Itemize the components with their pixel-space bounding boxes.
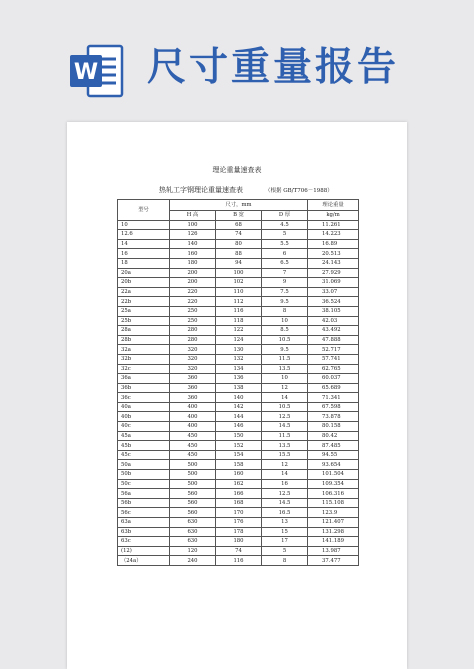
cell-weight: 123.9 xyxy=(308,508,359,518)
cell-weight: 24.143 xyxy=(308,258,359,268)
cell-model: 22a xyxy=(118,287,170,297)
cell-model: 12.6 xyxy=(118,230,170,240)
cell-width: 116 xyxy=(216,556,262,566)
cell-model: 56c xyxy=(118,508,170,518)
cell-thickness: 8 xyxy=(262,556,308,566)
cell-thickness: 11.5 xyxy=(262,354,308,364)
cell-height: 250 xyxy=(170,316,216,326)
word-icon-letter: W xyxy=(73,60,99,85)
cell-thickness: 14.5 xyxy=(262,498,308,508)
cell-height: 320 xyxy=(170,345,216,355)
cell-width: 140 xyxy=(216,393,262,403)
cell-thickness: 10.5 xyxy=(262,402,308,412)
header-weight: 理论重量 xyxy=(308,200,359,211)
cell-height: 630 xyxy=(170,527,216,537)
cell-height: 400 xyxy=(170,412,216,422)
table-row xyxy=(118,518,359,528)
cell-model: 18 xyxy=(118,258,170,268)
cell-model: 10 xyxy=(118,220,170,230)
cell-weight: 131.298 xyxy=(308,527,359,537)
table-row xyxy=(118,249,359,259)
table-row xyxy=(118,230,359,240)
cell-weight: 65.689 xyxy=(308,383,359,393)
cell-weight: 42.03 xyxy=(308,316,359,326)
cell-weight: 43.492 xyxy=(308,326,359,336)
cell-height: 630 xyxy=(170,537,216,547)
cell-model: 45b xyxy=(118,441,170,451)
cell-width: 146 xyxy=(216,422,262,432)
cell-width: 122 xyxy=(216,326,262,336)
cell-width: 170 xyxy=(216,508,262,518)
header-height: H 高 xyxy=(170,211,216,221)
weight-table xyxy=(117,199,359,566)
cell-weight: 11.261 xyxy=(308,220,359,230)
table-row xyxy=(118,412,359,422)
cell-height: 240 xyxy=(170,556,216,566)
cell-width: 180 xyxy=(216,537,262,547)
cell-model: 56a xyxy=(118,489,170,499)
cell-height: 400 xyxy=(170,422,216,432)
cell-model: 56b xyxy=(118,498,170,508)
document-page xyxy=(67,122,407,669)
cell-width: 102 xyxy=(216,278,262,288)
banner xyxy=(0,0,474,110)
cell-width: 68 xyxy=(216,220,262,230)
table-row xyxy=(118,498,359,508)
cell-width: 80 xyxy=(216,239,262,249)
cell-weight: 87.485 xyxy=(308,441,359,451)
cell-model: 20a xyxy=(118,268,170,278)
cell-weight: 121.407 xyxy=(308,518,359,528)
cell-model: 40c xyxy=(118,422,170,432)
cell-model: 50b xyxy=(118,470,170,480)
cell-thickness: 13.5 xyxy=(262,364,308,374)
cell-width: 162 xyxy=(216,479,262,489)
table-row xyxy=(118,556,359,566)
cell-width: 158 xyxy=(216,460,262,470)
cell-weight: 27.929 xyxy=(308,268,359,278)
cell-model: 20b xyxy=(118,278,170,288)
table-row xyxy=(118,527,359,537)
cell-width: 176 xyxy=(216,518,262,528)
cell-thickness: 8 xyxy=(262,306,308,316)
cell-height: 400 xyxy=(170,402,216,412)
cell-model: 36c xyxy=(118,393,170,403)
cell-weight: 62.765 xyxy=(308,364,359,374)
table-row xyxy=(118,441,359,451)
cell-thickness: 4.5 xyxy=(262,220,308,230)
cell-thickness: 10 xyxy=(262,316,308,326)
cell-model: 40b xyxy=(118,412,170,422)
cell-height: 630 xyxy=(170,518,216,528)
cell-model: 25b xyxy=(118,316,170,326)
cell-thickness: 15 xyxy=(262,527,308,537)
cell-height: 140 xyxy=(170,239,216,249)
cell-thickness: 12.5 xyxy=(262,412,308,422)
cell-thickness: 13.5 xyxy=(262,441,308,451)
cell-height: 250 xyxy=(170,306,216,316)
cell-thickness: 8.5 xyxy=(262,326,308,336)
cell-thickness: 12 xyxy=(262,383,308,393)
cell-height: 450 xyxy=(170,441,216,451)
table-row xyxy=(118,450,359,460)
cell-width: 166 xyxy=(216,489,262,499)
table-row xyxy=(118,268,359,278)
table-row xyxy=(118,537,359,547)
header-thickness: D 厚 xyxy=(262,211,308,221)
cell-model: 32b xyxy=(118,354,170,364)
cell-width: 150 xyxy=(216,431,262,441)
cell-model: 16 xyxy=(118,249,170,259)
cell-thickness: 14.5 xyxy=(262,422,308,432)
table-row xyxy=(118,546,359,556)
cell-height: 450 xyxy=(170,450,216,460)
table-row xyxy=(118,489,359,499)
cell-weight: 20.513 xyxy=(308,249,359,259)
header-width: B 宽 xyxy=(216,211,262,221)
cell-height: 220 xyxy=(170,297,216,307)
cell-height: 180 xyxy=(170,258,216,268)
cell-model: 32a xyxy=(118,345,170,355)
table-row xyxy=(118,393,359,403)
cell-height: 200 xyxy=(170,278,216,288)
cell-thickness: 9.5 xyxy=(262,297,308,307)
cell-width: 94 xyxy=(216,258,262,268)
header-dimensions: 尺寸，mm xyxy=(170,200,308,211)
cell-thickness: 5.5 xyxy=(262,239,308,249)
cell-width: 74 xyxy=(216,546,262,556)
cell-weight: 73.878 xyxy=(308,412,359,422)
table-row xyxy=(118,364,359,374)
banner-title: 尺寸重量报告 xyxy=(147,45,400,90)
cell-thickness: 16 xyxy=(262,479,308,489)
cell-weight: 71.341 xyxy=(308,393,359,403)
cell-thickness: 17 xyxy=(262,537,308,547)
cell-model: 63b xyxy=(118,527,170,537)
cell-thickness: 12 xyxy=(262,460,308,470)
cell-height: 500 xyxy=(170,479,216,489)
cell-height: 280 xyxy=(170,335,216,345)
cell-height: 200 xyxy=(170,268,216,278)
cell-thickness: 7 xyxy=(262,268,308,278)
cell-weight: 14.223 xyxy=(308,230,359,240)
cell-thickness: 9 xyxy=(262,278,308,288)
cell-width: 134 xyxy=(216,364,262,374)
cell-width: 152 xyxy=(216,441,262,451)
cell-thickness: 16.5 xyxy=(262,508,308,518)
table-row xyxy=(118,422,359,432)
cell-height: 360 xyxy=(170,393,216,403)
cell-height: 360 xyxy=(170,374,216,384)
cell-width: 116 xyxy=(216,306,262,316)
table-row xyxy=(118,345,359,355)
table-row xyxy=(118,374,359,384)
cell-thickness: 12.5 xyxy=(262,489,308,499)
table-row xyxy=(118,306,359,316)
table-row xyxy=(118,402,359,412)
table-title: 热轧工字钢理论重量速查表 xyxy=(159,186,243,194)
cell-width: 132 xyxy=(216,354,262,364)
table-row xyxy=(118,470,359,480)
cell-height: 320 xyxy=(170,354,216,364)
table-row xyxy=(118,326,359,336)
cell-thickness: 7.5 xyxy=(262,287,308,297)
cell-height: 220 xyxy=(170,287,216,297)
cell-height: 450 xyxy=(170,431,216,441)
cell-thickness: 13 xyxy=(262,518,308,528)
cell-height: 560 xyxy=(170,498,216,508)
cell-weight: 93.654 xyxy=(308,460,359,470)
cell-weight: 33.07 xyxy=(308,287,359,297)
table-row xyxy=(118,258,359,268)
cell-weight: 16.89 xyxy=(308,239,359,249)
cell-width: 112 xyxy=(216,297,262,307)
cell-model: 36a xyxy=(118,374,170,384)
cell-width: 144 xyxy=(216,412,262,422)
cell-weight: 94.55 xyxy=(308,450,359,460)
cell-model: 45a xyxy=(118,431,170,441)
cell-model: 50a xyxy=(118,460,170,470)
cell-thickness: 9.5 xyxy=(262,345,308,355)
header-weight-unit: kg/m xyxy=(308,211,359,221)
cell-model: 36b xyxy=(118,383,170,393)
table-row xyxy=(118,383,359,393)
cell-weight: 36.524 xyxy=(308,297,359,307)
cell-width: 138 xyxy=(216,383,262,393)
cell-weight: 31.069 xyxy=(308,278,359,288)
table-row xyxy=(118,335,359,345)
table-row xyxy=(118,316,359,326)
cell-weight: 38.105 xyxy=(308,306,359,316)
table-row xyxy=(118,239,359,249)
cell-width: 154 xyxy=(216,450,262,460)
table-body xyxy=(118,220,359,565)
cell-width: 142 xyxy=(216,402,262,412)
cell-height: 126 xyxy=(170,230,216,240)
cell-weight: 141.189 xyxy=(308,537,359,547)
cell-width: 100 xyxy=(216,268,262,278)
table-row xyxy=(118,508,359,518)
cell-height: 560 xyxy=(170,508,216,518)
cell-weight: 106.316 xyxy=(308,489,359,499)
cell-height: 120 xyxy=(170,546,216,556)
cell-width: 168 xyxy=(216,498,262,508)
cell-model: 14 xyxy=(118,239,170,249)
cell-model: 50c xyxy=(118,479,170,489)
cell-model: (12) xyxy=(118,546,170,556)
cell-thickness: 6.5 xyxy=(262,258,308,268)
cell-height: 100 xyxy=(170,220,216,230)
cell-model: 28b xyxy=(118,335,170,345)
cell-width: 160 xyxy=(216,470,262,480)
standard-reference: （根据 GB/T706－1988） xyxy=(265,188,333,194)
cell-width: 110 xyxy=(216,287,262,297)
document-title: 理论重量速查表 xyxy=(212,166,262,174)
cell-thickness: 11.5 xyxy=(262,431,308,441)
cell-thickness: 10.5 xyxy=(262,335,308,345)
cell-thickness: 5 xyxy=(262,230,308,240)
cell-height: 280 xyxy=(170,326,216,336)
cell-model: 32c xyxy=(118,364,170,374)
cell-thickness: 14 xyxy=(262,470,308,480)
cell-model: 45c xyxy=(118,450,170,460)
cell-width: 118 xyxy=(216,316,262,326)
cell-weight: 80.158 xyxy=(308,422,359,432)
cell-width: 124 xyxy=(216,335,262,345)
cell-thickness: 5 xyxy=(262,546,308,556)
cell-weight: 109.354 xyxy=(308,479,359,489)
table-row xyxy=(118,220,359,230)
table-row xyxy=(118,460,359,470)
table-row xyxy=(118,278,359,288)
table-row xyxy=(118,479,359,489)
cell-thickness: 10 xyxy=(262,374,308,384)
cell-thickness: 6 xyxy=(262,249,308,259)
cell-weight: 60.037 xyxy=(308,374,359,384)
table-row xyxy=(118,297,359,307)
cell-width: 178 xyxy=(216,527,262,537)
cell-weight: 47.888 xyxy=(308,335,359,345)
cell-model: （24a） xyxy=(118,556,170,566)
cell-weight: 37.477 xyxy=(308,556,359,566)
table-row xyxy=(118,431,359,441)
cell-weight: 80.42 xyxy=(308,431,359,441)
cell-weight: 57.741 xyxy=(308,354,359,364)
cell-height: 500 xyxy=(170,460,216,470)
cell-model: 22b xyxy=(118,297,170,307)
cell-weight: 67.598 xyxy=(308,402,359,412)
cell-model: 40a xyxy=(118,402,170,412)
cell-thickness: 14 xyxy=(262,393,308,403)
cell-weight: 115.108 xyxy=(308,498,359,508)
cell-height: 320 xyxy=(170,364,216,374)
cell-width: 130 xyxy=(216,345,262,355)
cell-weight: 101.504 xyxy=(308,470,359,480)
cell-weight: 13.987 xyxy=(308,546,359,556)
cell-width: 136 xyxy=(216,374,262,384)
cell-height: 500 xyxy=(170,470,216,480)
cell-height: 560 xyxy=(170,489,216,499)
cell-height: 360 xyxy=(170,383,216,393)
cell-model: 63a xyxy=(118,518,170,528)
cell-model: 28a xyxy=(118,326,170,336)
cell-model: 63c xyxy=(118,537,170,547)
cell-width: 74 xyxy=(216,230,262,240)
cell-thickness: 15.5 xyxy=(262,450,308,460)
cell-model: 25a xyxy=(118,306,170,316)
header-model: 型号 xyxy=(118,200,170,221)
cell-height: 160 xyxy=(170,249,216,259)
cell-weight: 52.717 xyxy=(308,345,359,355)
table-row xyxy=(118,354,359,364)
table-row xyxy=(118,287,359,297)
cell-width: 88 xyxy=(216,249,262,259)
word-document-icon xyxy=(68,42,126,100)
